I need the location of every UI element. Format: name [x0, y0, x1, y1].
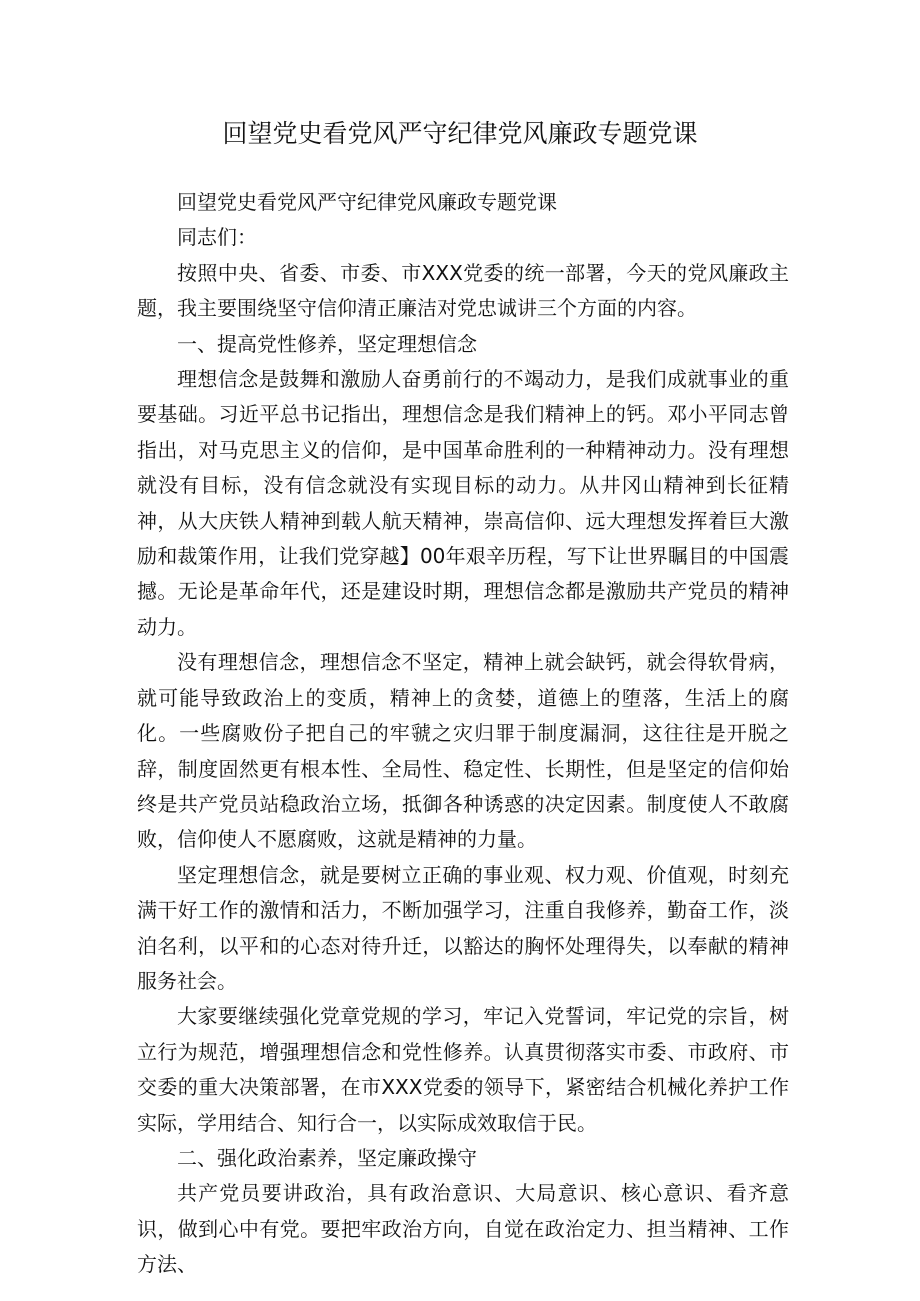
paragraph-body: 理想信念是鼓舞和激励人奋勇前行的不竭动力，是我们成就事业的重要基础。习近平总书记指出，理想信念是我们精神上的钙。邓小平同志曾指出，对马克思主义的信仰，是中国革命胜利的一种精神动力。没有理想就没有目标，没有信念就没有实现目标的动力。从井冈山精神到长征精神，从大庆铁人精神到载人航天精神，崇高信仰、远大理想发挥着巨大激励和裁策作用，让我们党穿越】00年艰辛历程，写下让世界瞩目的中国震撼。无论是革命年代，还是建设时期，理想信念都是激励共产党员的精神动力。	[137, 367, 789, 639]
paragraph-salutation: 同志们：	[177, 225, 257, 250]
paragraph-body: 坚定理想信念，就是要树立正确的事业观、权力观、价值观，时刻充满干好工作的激情和活力，不断加强学习，注重自我修养，勤奋工作，淡泊名利，以平和的心态对待升迁，以豁达的胸怀处理得失，以奉献的精神服务社会。	[137, 862, 789, 993]
paragraph-body: 大家要继续强化党章党规的学习，牢记入党誓词，牢记党的宗旨，树立行为规范，增强理想信念和党性修养。认真贯彻落实市委、市政府、市交委的重大决策部署，在市XXX党委的领导下，紧密结合机械化养护工作实际，学用结合、知行合一，以实际成效取信于民。	[137, 1004, 789, 1135]
section-heading-2: 二、强化政治素养，坚定廉政操守	[177, 1145, 477, 1170]
paragraph-body: 共产党员要讲政治，具有政治意识、大局意识、核心意识、看齐意识，做到心中有党。要把牢政治方向，自觉在政治定力、担当精神、工作方法、	[137, 1181, 789, 1277]
paragraph-intro: 按照中央、省委、市委、市XXX党委的统一部署，今天的党风廉政主题，我主要围绕坚守信仰清正廉洁对党忠诚讲三个方面的内容。	[137, 260, 789, 321]
section-heading-1: 一、提高党性修养，坚定理想信念	[177, 331, 477, 356]
document-title: 回望党史看党风严守纪律党风廉政专题党课	[222, 119, 698, 148]
document-body	[137, 185, 789, 1283]
paragraph-subtitle: 回望党史看党风严守纪律党风廉政专题党课	[177, 190, 557, 214]
paragraph-body: 没有理想信念，理想信念不坚定，精神上就会缺钙，就会得软骨病，就可能导致政治上的变质，精神上的贪婪，道德上的堕落，生活上的腐化。一些腐败份子把自己的牢虢之灾归罪于制度漏洞，这往往是开脱之辞，制度固然更有根本性、全局性、稳定性、长期性，但是坚定的信仰始终是共产党员站稳政治立场，抵御各种诱惑的决定因素。制度使人不敢腐败，信仰使人不愿腐败，这就是精神的力量。	[137, 650, 789, 852]
